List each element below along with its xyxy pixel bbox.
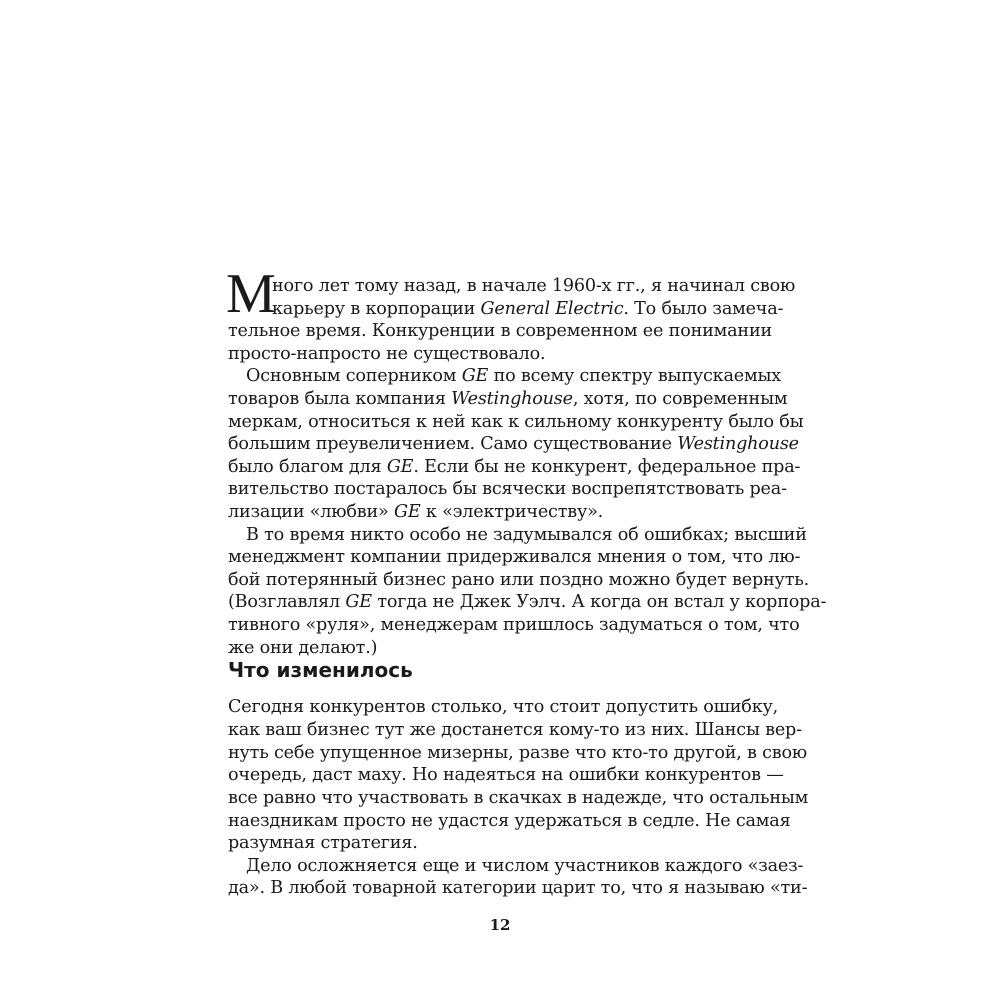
- text-line: [228, 637, 772, 659]
- text-segment: Основным соперником: [246, 366, 462, 386]
- text-segment: большим преувеличением. Само существование: [228, 434, 678, 454]
- text-line: [228, 569, 809, 591]
- text-segment: карьеру в корпорации: [272, 298, 481, 319]
- text-line: [228, 832, 772, 854]
- italic-text: GE: [394, 502, 421, 522]
- text-segment: (Возглавлял: [228, 592, 346, 612]
- text-line: [228, 787, 809, 809]
- italic-text: GE: [386, 456, 414, 477]
- text-segment: было благом для: [228, 456, 387, 477]
- text-line: [228, 855, 804, 877]
- italic-text: Westinghouse: [451, 389, 573, 409]
- text-line: [228, 411, 804, 433]
- text-segment: вительство постаралось бы всячески воспрепятствовать реа-: [228, 479, 787, 499]
- text-line: [272, 275, 796, 297]
- text-segment: наездникам просто не удастся удержаться в седле. Не самая: [228, 810, 791, 831]
- text-segment: . То было замеча-: [623, 298, 784, 319]
- text-segment: тельное время. Конкуренции в современном ее понимании: [228, 321, 772, 341]
- text-line: [228, 719, 802, 741]
- text-line: [228, 456, 801, 478]
- text-line: [228, 591, 827, 613]
- text-line: [228, 501, 772, 523]
- text-line: [228, 478, 787, 500]
- text-segment: Дело осложняется еще и числом участников каждого «заез-: [246, 855, 804, 876]
- text-line: [228, 320, 772, 342]
- text-line: [228, 810, 791, 832]
- text-segment: , хотя, по современным: [572, 389, 788, 409]
- italic-text: GE: [461, 366, 489, 386]
- text-segment: товаров была компания: [228, 389, 452, 409]
- page-number: 12: [489, 916, 511, 934]
- section-heading: Что изменилось: [228, 658, 413, 682]
- italic-text: Westinghouse: [677, 434, 799, 454]
- text-segment: да». В любой товарной категории царит то, что я называю «ти-: [228, 878, 808, 898]
- text-segment: к «электричеству».: [420, 502, 604, 522]
- text-segment: тогда не Джек Уэлч. А когда он встал у корпора-: [371, 592, 827, 612]
- text-line: [228, 877, 808, 899]
- text-segment: лизации «любви»: [228, 502, 394, 522]
- text-line: [228, 433, 799, 455]
- text-line: [228, 614, 800, 636]
- text-line: [228, 388, 788, 410]
- text-segment: . Если бы не конкурент, федеральное пра-: [413, 456, 801, 477]
- text-segment: по всему спектру выпускаемых: [488, 366, 781, 386]
- text-segment: нуть себе упущенное мизерны, разве что кто-то другой, в свою: [228, 742, 808, 763]
- text-segment: менеджмент компании придерживался мнения о том, что лю-: [228, 547, 801, 567]
- italic-text: GE: [345, 592, 372, 612]
- text-segment: же они делают.): [228, 637, 378, 658]
- text-line: [228, 524, 807, 546]
- drop-cap: М: [226, 263, 276, 325]
- text-line: [228, 546, 801, 568]
- text-segment: очередь, даст маху. Но надеяться на ошибки конкурентов —: [228, 765, 784, 785]
- text-segment: Сегодня конкурентов столько, что стоит допустить ошибку,: [228, 697, 779, 717]
- italic-text: General Electric: [480, 298, 624, 319]
- text-line: [228, 764, 784, 786]
- text-line: [228, 343, 772, 365]
- text-segment: разумная стратегия.: [228, 833, 418, 853]
- text-line: [228, 365, 781, 387]
- text-segment: В то время никто особо не задумывался об ошибках; высший: [246, 524, 807, 545]
- text-segment: ного лет тому назад, в начале 1960-х гг., я начинал свою: [272, 276, 796, 296]
- text-segment: как ваш бизнес тут же достанется кому-то из них. Шансы вер-: [228, 720, 802, 740]
- text-segment: бой потерянный бизнес рано или поздно можно будет вернуть.: [228, 569, 809, 590]
- text-segment: меркам, относиться к ней как к сильному конкуренту было бы: [228, 411, 804, 432]
- text-segment: просто-напросто не существовало.: [228, 343, 546, 364]
- text-line: [228, 742, 808, 764]
- text-line: [272, 298, 784, 320]
- text-segment: тивного «руля», менеджерам пришлось задуматься о том, что: [228, 615, 800, 635]
- text-segment: все равно что участвовать в скачках в надежде, что остальным: [228, 788, 809, 808]
- text-line: [228, 696, 779, 718]
